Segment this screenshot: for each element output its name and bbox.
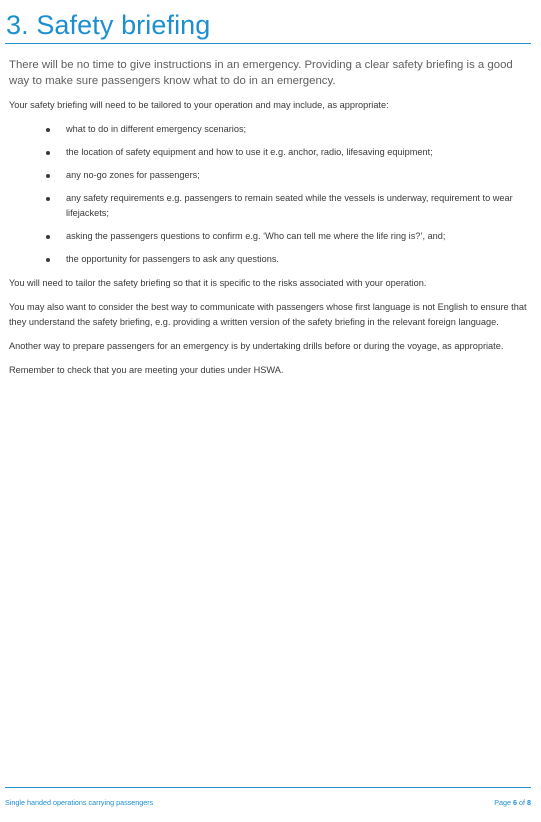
language-paragraph: You may also want to consider the best way to communicate with passengers whose first language is not English to ensure that they understand the safety briefing, e.g. providing a written version of the safety briefing in the relevant foreign language.	[9, 302, 527, 327]
list-item-text: what to do in different emergency scenarios;	[66, 124, 247, 134]
bullet-icon	[46, 151, 50, 155]
list-item-text: any no-go zones for passengers;	[66, 170, 200, 180]
page-number	[494, 798, 531, 808]
list-item-text: the location of safety equipment and how to use it e.g. anchor, radio, lifesaving equipment;	[66, 147, 433, 157]
duties-paragraph: Remember to check that you are meeting your duties under HSWA.	[9, 365, 284, 375]
list-item	[9, 145, 531, 160]
bullet-icon	[46, 235, 50, 239]
bullet-icon	[46, 258, 50, 262]
bullet-icon	[46, 128, 50, 132]
page-current: 6	[513, 798, 517, 807]
bullet-icon	[46, 197, 50, 201]
footer-document-title: Single handed operations carrying passengers	[5, 798, 154, 807]
page-label: Page	[494, 798, 511, 807]
tailor-intro-paragraph: Your safety briefing will need to be tailored to your operation and may include, as appropriate:	[9, 100, 389, 110]
heading-divider	[5, 43, 531, 44]
intro-paragraph: There will be no time to give instructions in an emergency. Providing a clear safety briefing is a good way to make sure passengers know what to do in an emergency.	[9, 59, 513, 87]
list-item	[9, 122, 531, 137]
list-item	[9, 168, 531, 183]
list-item-text: any safety requirements e.g. passengers to remain seated while the vessels is underway, requirement to wear lifejackets;	[66, 193, 513, 218]
list-item	[9, 252, 531, 267]
drills-paragraph: Another way to prepare passengers for an emergency is by undertaking drills before or during the voyage, as appropriate.	[9, 341, 504, 351]
list-item-text: the opportunity for passengers to ask any questions.	[66, 254, 279, 264]
footer-divider	[5, 787, 531, 788]
section-body	[9, 57, 531, 387]
list-item-text: asking the passengers questions to confirm e.g. ‘Who can tell me where the life ring is?’, and;	[66, 231, 446, 241]
page-total: 8	[527, 798, 531, 807]
briefing-items-list	[9, 122, 531, 267]
list-item	[9, 229, 531, 244]
tailor-paragraph: You will need to tailor the safety briefing so that it is specific to the risks associated with your operation.	[9, 278, 427, 288]
bullet-icon	[46, 174, 50, 178]
page-of-label: of	[519, 798, 525, 807]
list-item	[9, 191, 531, 221]
section-heading: 3. Safety briefing	[6, 10, 211, 40]
